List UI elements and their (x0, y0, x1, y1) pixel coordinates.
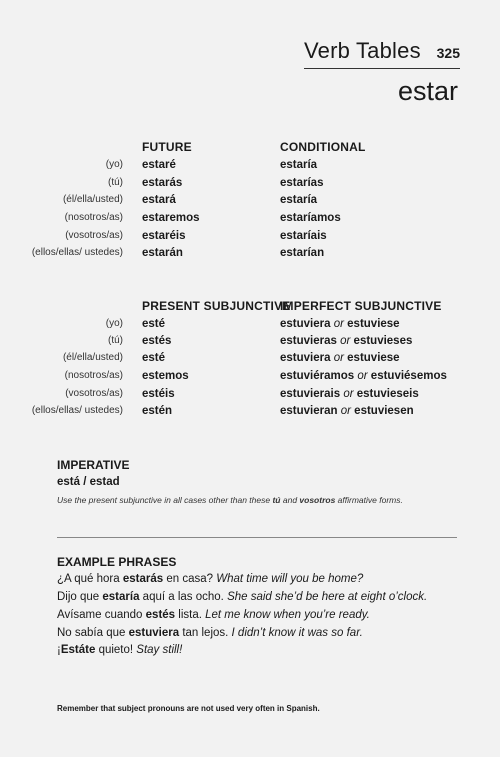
imperative-note: Use the present subjunctive in all cases other than these tú and vosotros affirmative forms. (57, 495, 403, 505)
verb-title: estar (397, 76, 458, 106)
section-title: Verb Tables (304, 38, 421, 63)
conditional-form: estaríais (280, 230, 327, 242)
table-row (0, 212, 500, 229)
example-phrase: Dijo que estaría aquí a las ocho. She said she’d be here at eight o’clock. (57, 591, 428, 603)
example-phrase: ¿A qué hora estarás en casa? What time will you be home? (57, 573, 364, 585)
pronoun: (vosotros/as) (65, 388, 123, 399)
conditional-heading: CONDITIONAL (280, 140, 366, 154)
example-phrase: No sabía que estuviera tan lejos. I didn’t know it was so far. (57, 627, 363, 639)
table-row (0, 388, 500, 405)
conditional-form: estarían (280, 247, 325, 259)
table-row (0, 335, 500, 352)
imperative-forms: está / estad (57, 476, 120, 488)
table-row (0, 318, 500, 335)
example-phrase: Avísame cuando estés lista. Let me know when you’re ready. (57, 609, 370, 621)
imperfect-subjunctive-form: estuvierais or estuvieseis (280, 388, 419, 400)
imperfect-subjunctive-form: estuviera or estuviese (280, 352, 400, 364)
table-row (0, 230, 500, 247)
future-form: estaremos (142, 212, 200, 224)
imperfect-subjunctive-form: estuviera or estuviese (280, 318, 400, 330)
present-subjunctive-form: estén (142, 405, 173, 417)
table-row (0, 370, 500, 387)
imperfect-subjunctive-form: estuviéramos or estuviésemos (280, 370, 447, 382)
present-subjunctive-form: estés (142, 335, 172, 347)
conditional-form: estarías (280, 177, 324, 189)
imperative-heading: IMPERATIVE (57, 458, 130, 472)
pronoun: (vosotros/as) (65, 230, 123, 241)
section-divider (57, 537, 457, 538)
future-form: estarás (142, 177, 183, 189)
table-row (0, 247, 500, 275)
present-subjunctive-form: estemos (142, 370, 189, 382)
pronoun: (él/ella/usted) (62, 352, 123, 363)
pronoun: (yo) (105, 159, 123, 170)
future-form: estaréis (142, 230, 186, 242)
present-subjunctive-heading: PRESENT SUBJUNCTIVE (142, 299, 291, 313)
present-subjunctive-form: estéis (142, 388, 175, 400)
pronoun: (ellos/ellas/ ustedes) (31, 405, 123, 416)
example-phrase: ¡Estáte quieto! Stay still! (57, 644, 183, 656)
future-form: estaré (142, 159, 176, 171)
pronoun: (él/ella/usted) (62, 194, 123, 205)
table-row (0, 177, 500, 194)
future-form: estarán (142, 247, 183, 259)
conditional-form: estaríamos (280, 212, 341, 224)
table-row (0, 194, 500, 211)
table-row (0, 352, 500, 369)
present-subjunctive-form: esté (142, 352, 166, 364)
pronoun: (nosotros/as) (64, 370, 123, 381)
example-phrases-heading: EXAMPLE PHRASES (57, 555, 177, 569)
future-heading: FUTURE (142, 140, 192, 154)
pronoun: (nosotros/as) (64, 212, 123, 223)
footnote: Remember that subject pronouns are not used very often in Spanish. (57, 704, 320, 713)
pronoun: (ellos/ellas/ ustedes) (31, 247, 123, 258)
imperfect-subjunctive-form: estuvieran or estuviesen (280, 405, 414, 417)
present-subjunctive-form: esté (142, 318, 166, 330)
page-number: 325 (436, 45, 460, 61)
pronoun: (yo) (105, 318, 123, 329)
table-row (0, 159, 500, 176)
future-form: estará (142, 194, 176, 206)
table-row (0, 405, 500, 433)
conditional-form: estaría (280, 159, 318, 171)
page-header (304, 38, 460, 69)
pronoun: (tú) (108, 335, 123, 346)
imperfect-subjunctive-heading: IMPERFECT SUBJUNCTIVE (280, 299, 442, 313)
imperfect-subjunctive-form: estuvieras or estuvieses (280, 335, 413, 347)
pronoun: (tú) (108, 177, 123, 188)
conditional-form: estaría (280, 194, 318, 206)
